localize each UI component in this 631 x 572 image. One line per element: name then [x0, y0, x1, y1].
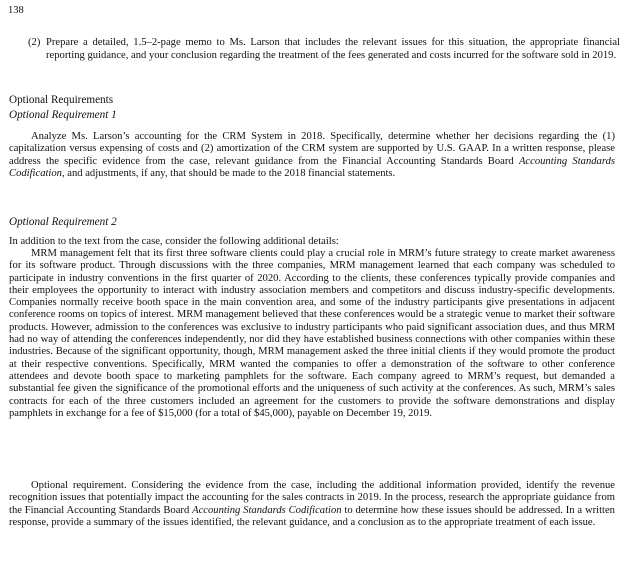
req2-final-before: Optional requirement. Considering the evidence from the case, including the additional information provided, identify the revenue recognition issues that potentially impact the accounting for the sales contracts in 2019. In the process, research the appropriate guidance from the Financial Accounting Standards Board — [9, 480, 615, 516]
requirement-2-final-paragraph — [9, 480, 615, 529]
page-number: 138 — [8, 5, 24, 16]
requirement-1-paragraph — [9, 131, 615, 180]
req1-text-before: Analyze Ms. Larson’s accounting for the CRM System in 2018. Specifically, determine whether her decisions regarding the (1) capitalization versus expensing of costs and (2) amortization of the CRM system are supported by U.S. GAAP. In a written response, please address the specific evidence from the case, relevant guidance from the Financial Accounting Standards Board — [9, 131, 615, 167]
requirement-2-body: MRM management felt that its first three software clients could play a crucial role in MRM’s future strategy to create market awareness for its software product. Through discussions with the three companies, MRM management learned that each company was scheduled to participate in industry conventions in the first quarter of 2020. According to the clients, these conferences typically provide companies and their employees the opportunity to interact with industry association members and competitors and discuss industry-specific developments. Companies normally receive booth space in the main convention area, and some of the industry participants give presentations in adjacent conference rooms on topics of interest. MRM management believed that these conferences would be a strategic venue to market their software products. However, admission to the conferences was exclusive to industry participants who paid significant association dues, and thus MRM had no way of attending the conferences independently, nor did they have established business connections with other companies within these industries. Because of the significant opportunity, though, MRM management asked the three initial clients if they would promote the product at their respective conventions. Specifically, MRM wanted the companies to offer a demonstration of the software to other conference attendees and devote booth space to marketing pamphlets for the software. Each company agreed to MRM’s request, but demanded a substantial fee given the significance of the promotional efforts and the uniqueness of such activity at the conferences. As such, MRM’s sales contracts for each of the three customers included an agreement for the customers to provide the software demonstrations and display pamphlets in exchange for a fee of $15,000 (for a total of $45,000), payable on December 19, 2019. — [9, 248, 615, 419]
req2-final-after: to determine how these issues should be addressed. In a written response, provide a summary of the issues identified, the relevant guidance, and a conclusion as to the appropriate treatment of each issue. — [9, 504, 615, 528]
list-item-text: Prepare a detailed, 1.5–2-page memo to Ms. Larson that includes the relevant issues for this situation, the appropriate financial reporting guidance, and your conclusion regarding the treatment of the fees generated and costs incurred for the software sold in 2019. — [46, 37, 620, 61]
requirement-list-item — [28, 37, 620, 62]
req1-text-after: and adjustments, if any, that should be made to the 2018 financial statements. — [64, 167, 396, 179]
req2-final-italic: Accounting Standards Codification — [192, 504, 342, 516]
section-heading: Optional Requirements — [9, 94, 114, 106]
req1-text-italic: Accounting Standards Codification, — [9, 155, 615, 179]
requirement-2-heading: Optional Requirement 2 — [9, 216, 117, 228]
requirement-2-intro: In addition to the text from the case, consider the following additional details: — [9, 236, 339, 247]
list-item-number: (2) — [28, 37, 41, 48]
requirement-1-heading: Optional Requirement 1 — [9, 109, 117, 121]
